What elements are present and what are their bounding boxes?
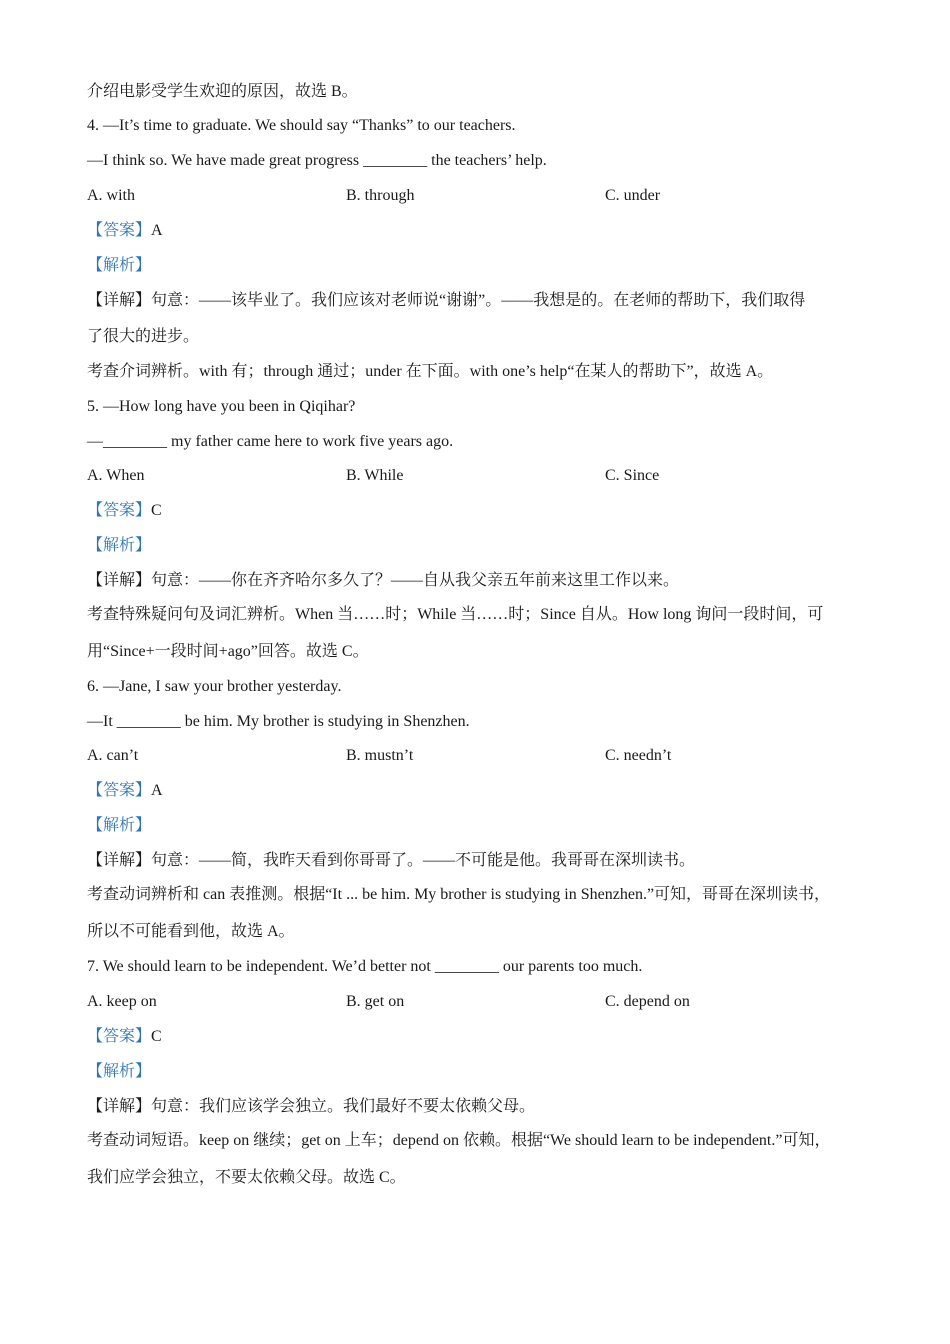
q7-explain-cont: 我们应学会独立，不要太依赖父母。故选 C。 bbox=[87, 1169, 406, 1186]
detail-tag: 【详解】 bbox=[87, 852, 152, 869]
q6-detail bbox=[87, 851, 870, 871]
q4-option-c: C. under bbox=[605, 187, 661, 204]
q6-option-c: C. needn’t bbox=[605, 747, 672, 764]
q4-option-b: B. through bbox=[346, 187, 415, 204]
q6-analysis-tag: 【解析】 bbox=[87, 817, 152, 834]
q5-reply: —________ my father came here to work five years ago. bbox=[87, 433, 454, 450]
q6-answer-value: A bbox=[151, 782, 163, 799]
q4-detail-text: 句意：——该毕业了。我们应该对老师说“谢谢”。——我想是的。在老师的帮助下，我们取得 bbox=[151, 292, 806, 309]
q4-detail-cont: 了很大的进步。 bbox=[87, 328, 200, 345]
answer-tag: 【答案】 bbox=[87, 782, 152, 799]
q7-detail bbox=[87, 1097, 870, 1117]
q6-explain: 考查动词辨析和 can 表推测。根据“It ... be him. My brother is studying in Shenzhen.”可知，哥哥在深圳读书， bbox=[87, 886, 831, 903]
q5-explain-cont: 用“Since+一段时间+ago”回答。故选 C。 bbox=[87, 643, 369, 660]
q4-answer-value: A bbox=[151, 222, 163, 239]
q7-detail-text: 句意：我们应该学会独立。我们最好不要太依赖父母。 bbox=[151, 1098, 536, 1115]
q4-detail bbox=[87, 291, 870, 311]
q7-analysis-tag: 【解析】 bbox=[87, 1063, 152, 1080]
q7-explain: 考查动词短语。keep on 继续；get on 上车；depend on 依赖。根据“We should learn to be independent.”可知， bbox=[87, 1132, 831, 1149]
q5-option-c: C. Since bbox=[605, 467, 660, 484]
q5-answer-value: C bbox=[151, 502, 162, 519]
q5-explain: 考查特殊疑问句及词汇辨析。When 当……时；While 当……时；Since 自从。How long 询问一段时间，可 bbox=[87, 606, 824, 623]
q7-answer bbox=[87, 1027, 870, 1047]
q5-detail-text: 句意：——你在齐齐哈尔多久了？——自从我父亲五年前来这里工作以来。 bbox=[151, 572, 680, 589]
q6-option-b: B. mustn’t bbox=[346, 747, 414, 764]
q7-option-b: B. get on bbox=[346, 993, 405, 1010]
q4-stem: 4. —It’s time to graduate. We should say “Thanks” to our teachers. bbox=[87, 117, 516, 134]
q6-option-a: A. can’t bbox=[87, 747, 139, 764]
q7-option-a: A. keep on bbox=[87, 993, 157, 1010]
answer-tag: 【答案】 bbox=[87, 502, 152, 519]
detail-tag: 【详解】 bbox=[87, 572, 152, 589]
q5-option-b: B. While bbox=[346, 467, 404, 484]
q4-answer bbox=[87, 221, 870, 241]
q7-answer-value: C bbox=[151, 1028, 162, 1045]
answer-tag: 【答案】 bbox=[87, 222, 152, 239]
q6-reply: —It ________ be him. My brother is studying in Shenzhen. bbox=[87, 713, 470, 730]
intro-tail: 介绍电影受学生欢迎的原因，故选 B。 bbox=[87, 83, 358, 100]
q6-stem: 6. —Jane, I saw your brother yesterday. bbox=[87, 678, 342, 695]
q6-explain-cont: 所以不可能看到他，故选 A。 bbox=[87, 923, 295, 940]
q4-explain: 考查介词辨析。with 有；through 通过；under 在下面。with one’s help“在某人的帮助下”，故选 A。 bbox=[87, 363, 774, 380]
answer-tag: 【答案】 bbox=[87, 1028, 152, 1045]
q4-analysis-tag: 【解析】 bbox=[87, 257, 152, 274]
q4-option-a: A. with bbox=[87, 187, 135, 204]
q7-option-c: C. depend on bbox=[605, 993, 690, 1010]
q7-stem: 7. We should learn to be independent. We’d better not ________ our parents too much. bbox=[87, 958, 643, 975]
q5-answer bbox=[87, 501, 870, 521]
detail-tag: 【详解】 bbox=[87, 1098, 152, 1115]
detail-tag: 【详解】 bbox=[87, 292, 152, 309]
q5-detail bbox=[87, 571, 870, 591]
q5-analysis-tag: 【解析】 bbox=[87, 537, 152, 554]
q6-answer bbox=[87, 781, 870, 801]
q6-detail-text: 句意：——简，我昨天看到你哥哥了。——不可能是他。我哥哥在深圳读书。 bbox=[151, 852, 696, 869]
q4-reply: —I think so. We have made great progress ________ the teachers’ help. bbox=[87, 152, 547, 169]
q5-option-a: A. When bbox=[87, 467, 145, 484]
q5-stem: 5. —How long have you been in Qiqihar? bbox=[87, 398, 356, 415]
